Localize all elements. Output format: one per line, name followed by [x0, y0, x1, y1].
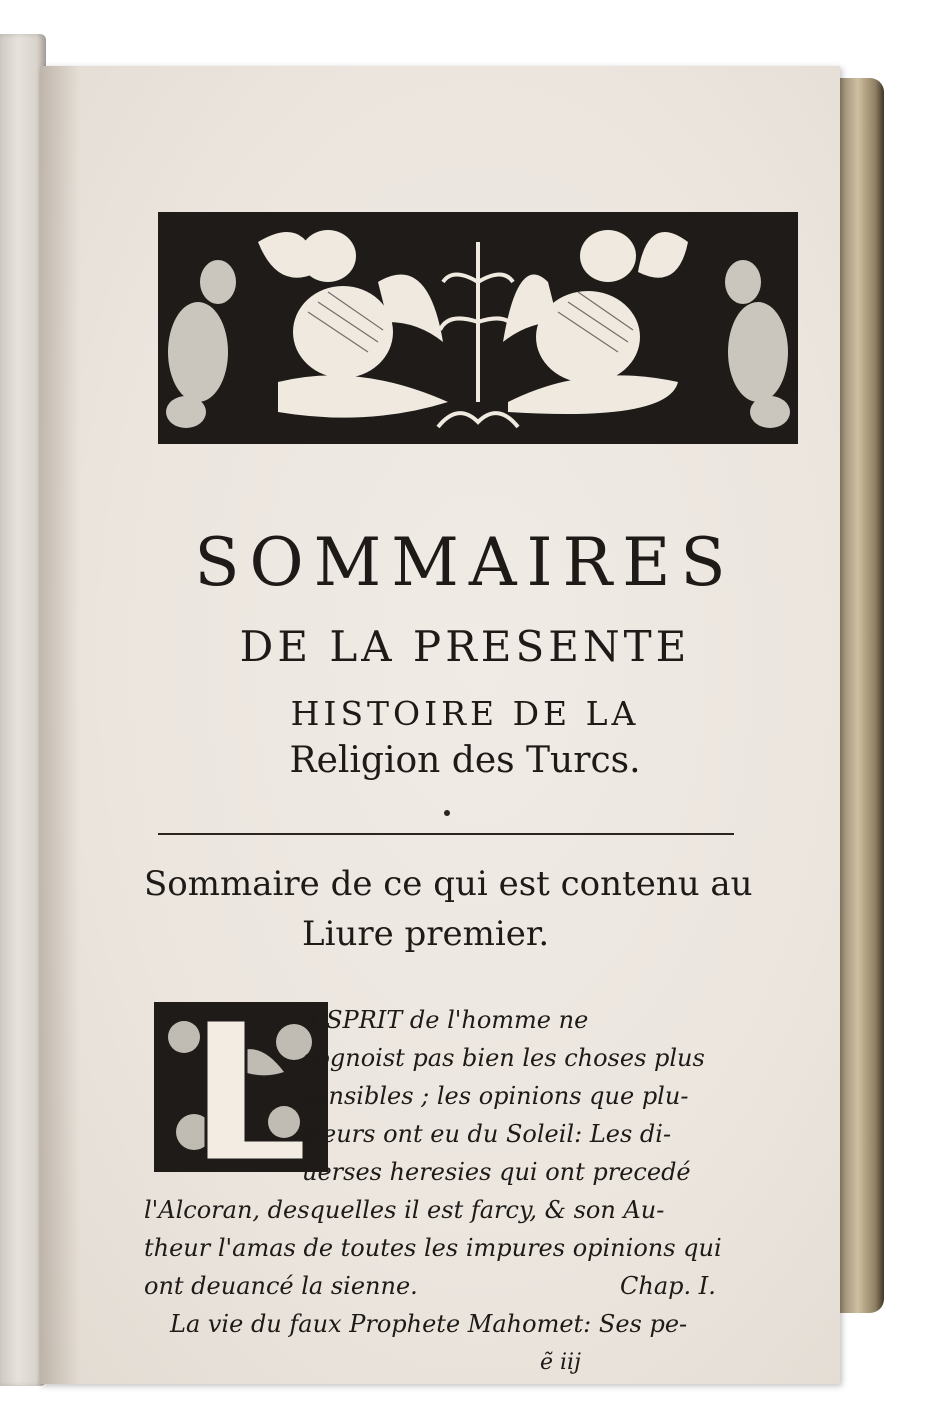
- subtitle-line-1: Sommaire de ce qui est contenu au: [144, 864, 753, 904]
- book-page: [40, 66, 840, 1384]
- subtitle-line-2: Liure premier.: [302, 914, 550, 954]
- title-religion: Religion des Turcs.: [289, 740, 641, 781]
- body-line-6: l'Alcoran, desquelles il est farcy, & son Au-: [144, 1196, 665, 1224]
- body-line-8: ont deuancé la sienne.: [144, 1272, 418, 1300]
- woodcut-cherubs-headpiece-icon: [158, 212, 798, 444]
- ornament-dot: [444, 810, 450, 816]
- body-line-2: cognoist pas bien les choses plus: [302, 1044, 705, 1072]
- body-line-5: uerses heresies qui ont precedé: [302, 1158, 691, 1186]
- body-line-4: sieurs ont eu du Soleil: Les di-: [302, 1120, 672, 1148]
- title-sommaires: SOMMAIRES: [194, 524, 736, 601]
- title-de-la-presente: DE LA PRESENTE: [239, 622, 691, 671]
- body-line-3: sensibles ; les opinions que plu-: [302, 1082, 689, 1110]
- signature-mark: ẽ iij: [540, 1350, 581, 1375]
- body-line-1: 'ESPRIT de l'homme ne: [302, 1006, 589, 1034]
- chapter-reference: Chap. I.: [620, 1272, 716, 1300]
- body-line-9: La vie du faux Prophete Mahomet: Ses pe-: [170, 1310, 688, 1338]
- title-histoire: HISTOIRE DE LA: [290, 694, 640, 733]
- body-line-7: theur l'amas de toutes les impures opinions qui: [144, 1234, 722, 1262]
- horizontal-rule: [158, 833, 734, 835]
